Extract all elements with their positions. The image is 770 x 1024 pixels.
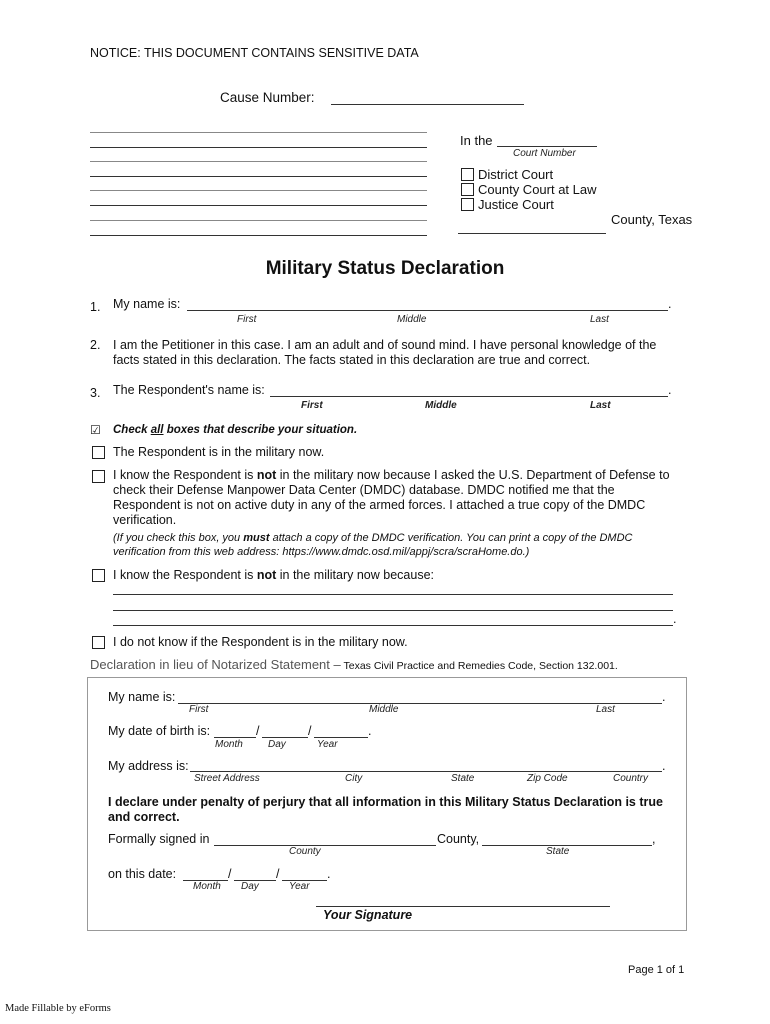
signature-field[interactable] (316, 906, 610, 907)
opt2-note-pre: (If you check this box, you (113, 532, 244, 544)
middle-caption: Middle (425, 400, 457, 411)
opt3-pre: I know the Respondent is (113, 568, 257, 582)
party-line[interactable] (90, 220, 427, 221)
dob-sep: / (308, 724, 312, 738)
day-caption: Day (268, 739, 286, 750)
check-instruction-emphasis: all (150, 424, 164, 436)
address-field[interactable] (190, 771, 662, 772)
court-number-caption: Court Number (513, 148, 576, 159)
date-end: . (327, 867, 331, 881)
district-court-checkbox[interactable] (461, 168, 474, 181)
opt3-end: . (673, 612, 677, 626)
month-caption: Month (193, 881, 221, 892)
petitioner-name-field[interactable] (187, 310, 668, 311)
opt2-note-post: attach a copy of the DMDC verification. You can print a copy of the DMDC (269, 532, 633, 544)
page-title: Military Status Declaration (265, 258, 505, 279)
justice-court-checkbox[interactable] (461, 198, 474, 211)
county-texas-label: County, Texas (611, 212, 693, 227)
unknown-status-checkbox[interactable] (92, 636, 105, 649)
footer-credit: Made Fillable by eForms (5, 1003, 111, 1014)
middle-caption: Middle (397, 314, 427, 325)
party-line[interactable] (90, 190, 427, 191)
in-military-label: The Respondent is in the military now. (113, 445, 325, 459)
item-2-line-1: I am the Petitioner in this case. I am an adult and of sound mind. I have personal knowledge of the (113, 338, 657, 352)
first-caption: First (189, 704, 209, 715)
district-court-label: District Court (478, 167, 554, 182)
item-3-label: The Respondent's name is: (113, 383, 265, 397)
opt2-post: in the military now because I asked the U.S. Department of Defense to (276, 468, 670, 482)
opt2-pre: I know the Respondent is (113, 468, 257, 482)
year-caption: Year (289, 881, 310, 892)
party-line[interactable] (90, 161, 427, 162)
check-instruction-post: boxes that describe your situation. (163, 424, 358, 436)
unknown-status-label: I do not know if the Respondent is in the military now. (113, 635, 408, 649)
dob-label: My date of birth is: (108, 724, 211, 738)
opt2-line-3: Respondent is not on active duty in any of the armed forces. I attached a true copy of the DMDC (113, 498, 646, 512)
address-label: My address is: (108, 759, 189, 773)
party-line[interactable] (90, 176, 427, 177)
decl-name-end: . (662, 690, 666, 704)
middle-caption: Middle (369, 704, 399, 715)
cause-number-field[interactable] (331, 104, 524, 105)
county-field[interactable] (458, 233, 606, 234)
decl-name-field[interactable] (178, 703, 662, 704)
state-caption: State (451, 773, 475, 784)
justice-court-label: Justice Court (478, 197, 554, 212)
date-sep: / (276, 867, 280, 881)
party-line[interactable] (90, 205, 427, 206)
state-caption: State (546, 846, 570, 857)
in-military-checkbox[interactable] (92, 446, 105, 459)
country-caption: Country (613, 773, 649, 784)
county-caption: County (289, 846, 321, 857)
dob-end: . (368, 724, 372, 738)
last-caption: Last (596, 704, 615, 715)
item-3-number: 3. (90, 386, 101, 400)
party-line[interactable] (90, 132, 427, 133)
item-3-end: . (668, 383, 672, 397)
opt2-line-2: check their Defense Manpower Data Center (DMDC) database. DMDC notified me that the (113, 483, 615, 497)
signed-end: , (652, 832, 656, 846)
opt3-bold: not (256, 568, 277, 582)
item-1-label: My name is: (113, 297, 181, 311)
first-caption: First (237, 314, 257, 325)
dob-day-field[interactable] (262, 737, 308, 738)
checked-box-icon: ☑ (90, 423, 101, 437)
item-2-line-2: facts stated in this declaration. The facts stated in this declaration are true and correct. (113, 353, 591, 367)
dob-month-field[interactable] (214, 737, 256, 738)
date-label: on this date: (108, 867, 177, 881)
declaration-heading (90, 657, 618, 672)
court-number-field[interactable] (497, 146, 597, 147)
month-caption: Month (215, 739, 243, 750)
decl-name-label: My name is: (108, 690, 176, 704)
check-instruction (113, 424, 357, 436)
perjury-line-1: I declare under penalty of perjury that all information in this Military Status Declaration is true (108, 795, 663, 809)
opt3-label (113, 568, 434, 583)
signature-caption: Your Signature (323, 908, 413, 922)
county-court-checkbox[interactable] (461, 183, 474, 196)
city-caption: City (345, 773, 363, 784)
cause-number-label: Cause Number: (220, 90, 315, 105)
dob-sep: / (256, 724, 260, 738)
not-in-military-reason-checkbox[interactable] (92, 569, 105, 582)
item-1-end: . (668, 297, 672, 311)
perjury-line-2: and correct. (108, 810, 180, 824)
signed-in-label: Formally signed in (108, 832, 210, 846)
county-label: County, (437, 832, 480, 846)
not-in-military-dmdc-checkbox[interactable] (92, 470, 105, 483)
notice-text: NOTICE: THIS DOCUMENT CONTAINS SENSITIVE DATA (90, 46, 419, 60)
respondent-name-field[interactable] (270, 396, 668, 397)
party-line[interactable] (90, 147, 427, 148)
day-caption: Day (241, 881, 259, 892)
opt2-line-4: verification. (113, 513, 177, 527)
reason-line[interactable] (113, 625, 673, 626)
opt2-note-bold: must (243, 532, 270, 544)
declaration-heading-title: Declaration in lieu of Notarized Statement – (90, 657, 341, 672)
year-caption: Year (317, 739, 338, 750)
opt3-post: in the military now because: (276, 568, 434, 582)
check-instruction-pre: Check (113, 424, 151, 436)
item-2-number: 2. (90, 338, 101, 352)
opt2-note-1 (113, 531, 632, 545)
last-caption: Last (590, 314, 609, 325)
page-number: Page 1 of 1 (628, 964, 685, 976)
zip-caption: Zip Code (527, 773, 568, 784)
declaration-source: Texas Civil Practice and Remedies Code, Section 132.001. (340, 660, 618, 672)
last-caption: Last (590, 400, 611, 411)
address-end: . (662, 759, 666, 773)
street-caption: Street Address (194, 773, 260, 784)
signed-county-field[interactable] (214, 845, 436, 846)
first-caption: First (301, 400, 323, 411)
item-1-number: 1. (90, 300, 101, 314)
date-sep: / (228, 867, 232, 881)
party-line[interactable] (90, 235, 427, 236)
opt2-bold: not (256, 468, 277, 482)
reason-line[interactable] (113, 594, 673, 595)
reason-line[interactable] (113, 610, 673, 611)
opt2-line-1 (113, 468, 670, 483)
dob-year-field[interactable] (314, 737, 368, 738)
opt2-note-2: verification from this web address: https://www.dmdc.osd.mil/appj/scra/scraHome.do.) (113, 546, 530, 558)
in-the-label: In the (460, 133, 493, 148)
county-court-label: County Court at Law (478, 182, 597, 197)
